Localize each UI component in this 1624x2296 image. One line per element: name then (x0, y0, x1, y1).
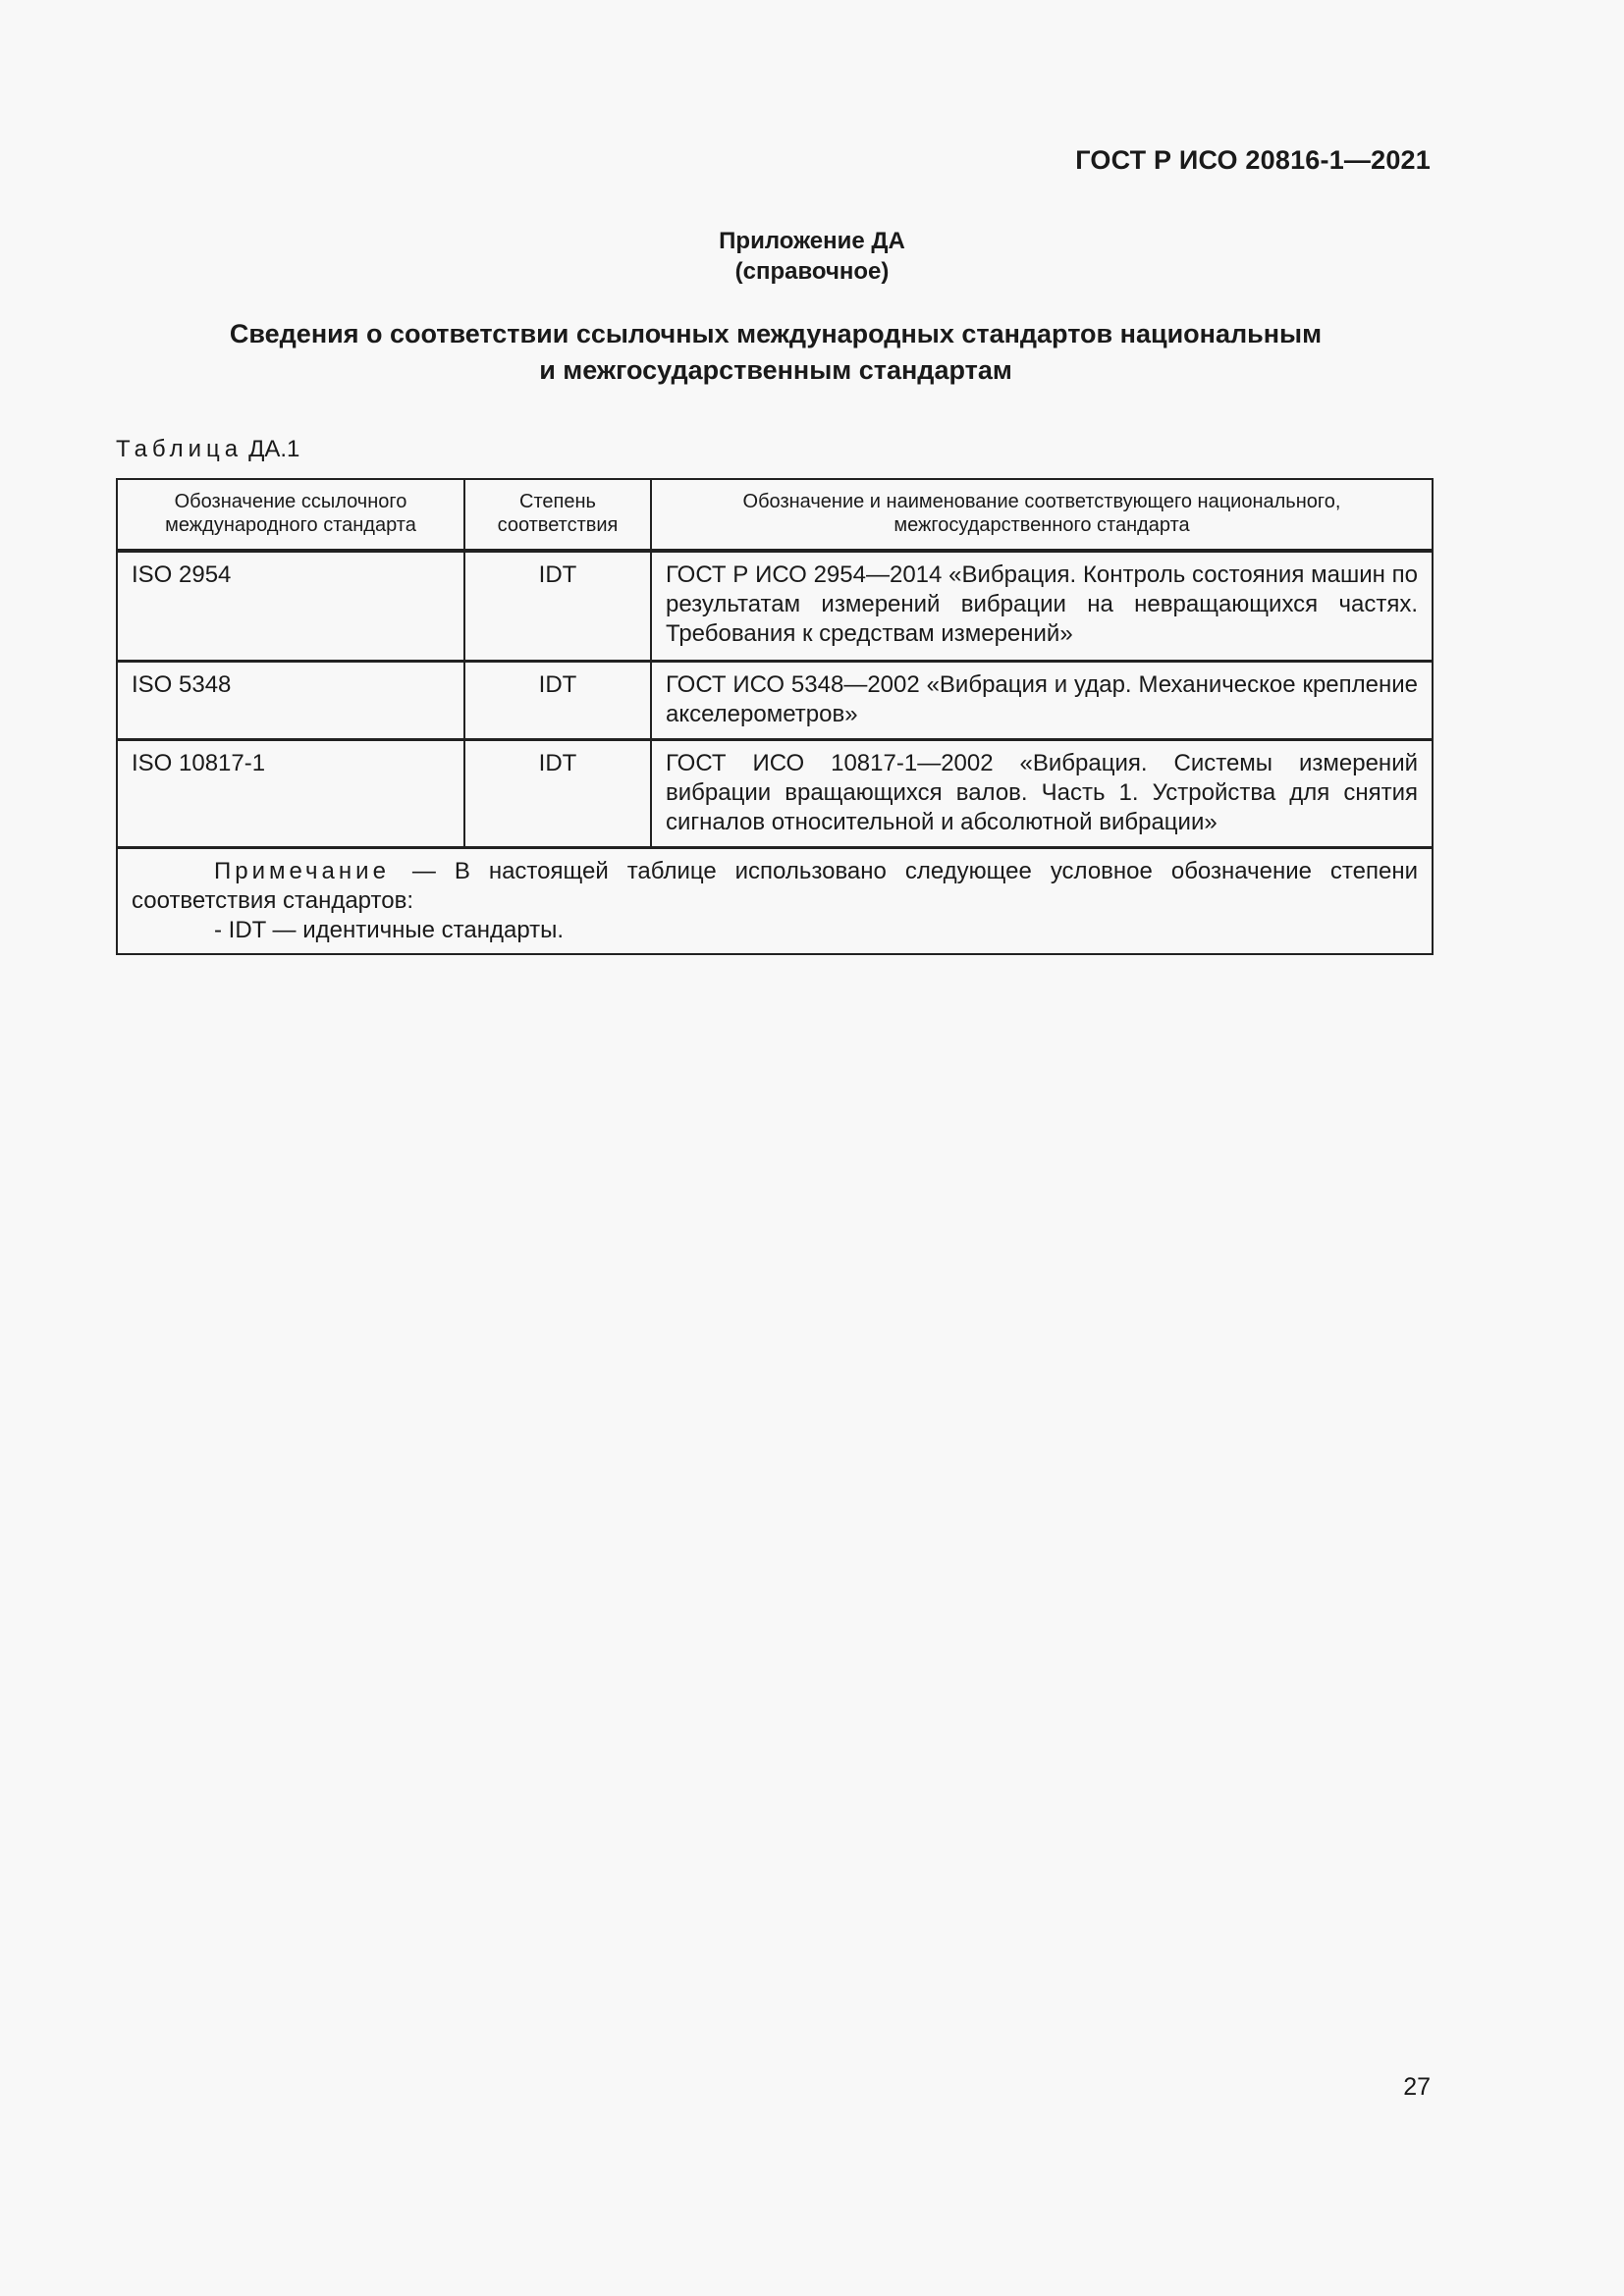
table-label (116, 436, 299, 463)
cell-degree: IDT (464, 661, 651, 739)
annex-subtitle: (справочное) (734, 258, 890, 285)
cell-national: ГОСТ ИСО 10817-1—2002 «Вибрация. Системы измерений вибрации вращающихся валов. Часть 1. Устройства для снятия сигналов относительной и абсолютной вибрации» (651, 739, 1433, 847)
section-title (0, 316, 1551, 389)
annex-heading (0, 226, 1624, 287)
note-paragraph (132, 857, 1418, 916)
cell-intl: ISO 2954 (117, 551, 464, 661)
note-text: — В настоящей таблице использовано следующее условное обозначение степени соответствия стандартов: (132, 857, 1418, 914)
cell-intl: ISO 10817-1 (117, 739, 464, 847)
note-label: Примечание (214, 857, 390, 884)
table-note-row (117, 847, 1433, 954)
table-row (117, 661, 1433, 739)
table-header-row (117, 479, 1433, 551)
table-note (117, 847, 1433, 954)
section-title-line-2: и межгосударственным стандартам (539, 355, 1012, 385)
table-row (117, 739, 1433, 847)
cell-intl: ISO 5348 (117, 661, 464, 739)
cell-national: ГОСТ ИСО 5348—2002 «Вибрация и удар. Механическое крепление акселерометров» (651, 661, 1433, 739)
cell-degree: IDT (464, 551, 651, 661)
document-code: ГОСТ Р ИСО 20816-1—2021 (1075, 145, 1431, 175)
section-title-line-1: Сведения о соответствии ссылочных международных стандартов национальным (229, 319, 1323, 348)
note-item: - IDT — идентичные стандарты. (214, 916, 565, 943)
header-intl-standard: Обозначение ссылочного международного стандарта (117, 479, 464, 551)
table-row (117, 551, 1433, 661)
annex-title: Приложение ДА (719, 228, 905, 254)
cell-degree: IDT (464, 739, 651, 847)
cell-national: ГОСТ Р ИСО 2954—2014 «Вибрация. Контроль состояния машин по результатам измерений вибрации на невращающихся частях. Требования к средствам измерений» (651, 551, 1433, 661)
page-number: 27 (1403, 2073, 1431, 2101)
correspondence-table (116, 478, 1434, 955)
table-label-word: Таблица (116, 436, 244, 462)
table-label-number: ДА.1 (248, 436, 300, 462)
header-degree: Степень соответствия (464, 479, 651, 551)
header-national-standard: Обозначение и наименование соответствующего национального, межгосударственного стандарта (651, 479, 1433, 551)
